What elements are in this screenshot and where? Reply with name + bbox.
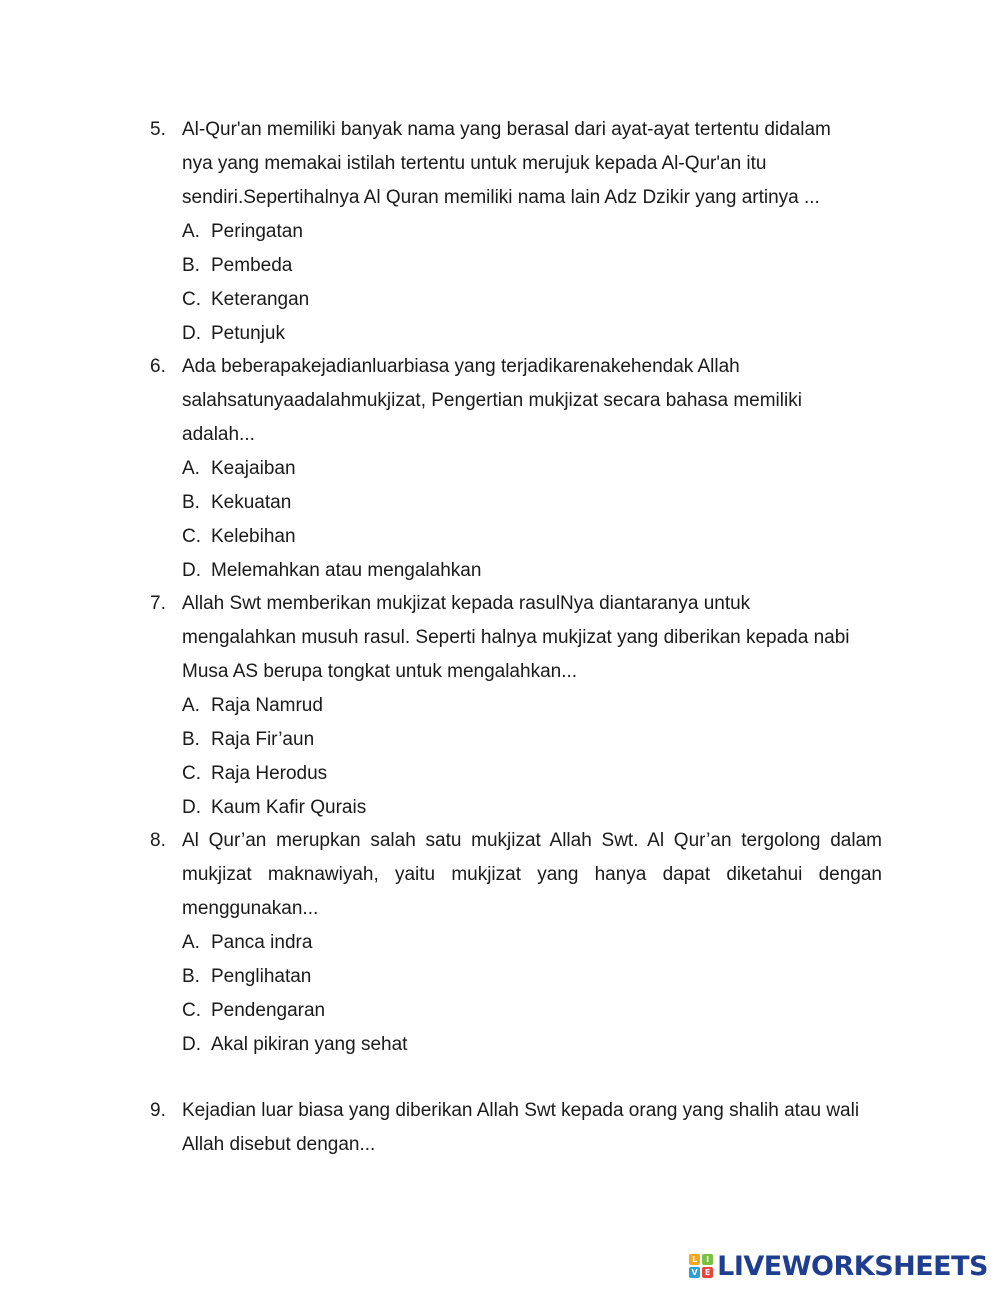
question-text xyxy=(182,113,882,215)
option-letter: D. xyxy=(182,797,201,818)
option-text: Raja Herodus xyxy=(211,763,328,784)
option-text: Pembeda xyxy=(211,255,293,276)
option-text: Raja Namrud xyxy=(211,695,323,716)
question-line: sendiri.Sepertihalnya Al Quran memiliki nama lain Adz Dzikir yang artinya ... xyxy=(182,187,820,208)
option-letter: C. xyxy=(182,1000,201,1021)
option-letter: C. xyxy=(182,763,201,784)
question-9 xyxy=(150,1094,882,1162)
question-number: 5. xyxy=(150,119,166,140)
option-text: Raja Fir’aun xyxy=(211,729,315,750)
question-text xyxy=(182,587,882,689)
option-letter: A. xyxy=(182,695,200,716)
option-letter: A. xyxy=(182,932,200,953)
option-d[interactable] xyxy=(182,791,882,825)
option-a[interactable] xyxy=(182,689,882,723)
question-line: nya yang memakai istilah tertentu untuk merujuk kepada Al-Qur'an itu xyxy=(182,153,767,174)
option-c[interactable] xyxy=(182,283,882,317)
logo-mark-tile: L xyxy=(689,1254,700,1265)
question-6 xyxy=(150,350,882,588)
option-c[interactable] xyxy=(182,757,882,791)
question-line: mengalahkan musuh rasul. Seperti halnya mukjizat yang diberikan kepada nabi xyxy=(182,627,850,648)
question-line: Al-Qur'an memiliki banyak nama yang berasal dari ayat-ayat tertentu didalam xyxy=(182,119,831,140)
option-text: Panca indra xyxy=(211,932,313,953)
question-line: salahsatunyaadalahmukjizat, Pengertian mukjizat secara bahasa memiliki xyxy=(182,390,802,411)
question-text xyxy=(182,350,882,452)
option-letter: B. xyxy=(182,255,200,276)
question-line: Allah Swt memberikan mukjizat kepada rasulNya diantaranya untuk xyxy=(182,593,751,614)
question-line: menggunakan... xyxy=(182,898,319,919)
logo-mark-tile: E xyxy=(702,1267,713,1278)
question-line: Ada beberapakejadianluarbiasa yang terjadikarenakehendak Allah xyxy=(182,356,740,377)
option-a[interactable] xyxy=(182,452,882,486)
question-number: 6. xyxy=(150,356,166,377)
option-letter: B. xyxy=(182,492,200,513)
option-b[interactable] xyxy=(182,249,882,283)
question-number: 9. xyxy=(150,1100,166,1121)
option-text: Kaum Kafir Qurais xyxy=(211,797,367,818)
logo-mark-tile: I xyxy=(702,1254,713,1265)
option-letter: B. xyxy=(182,729,200,750)
option-text: Akal pikiran yang sehat xyxy=(211,1034,408,1055)
option-text: Melemahkan atau mengalahkan xyxy=(211,560,482,581)
question-line: Kejadian luar biasa yang diberikan Allah Swt kepada orang yang shalih atau wali xyxy=(182,1100,860,1121)
option-letter: D. xyxy=(182,1034,201,1055)
question-text xyxy=(182,1094,882,1162)
liveworksheets-logo xyxy=(689,1251,988,1281)
question-text xyxy=(182,824,882,926)
option-letter: C. xyxy=(182,289,201,310)
option-text: Kekuatan xyxy=(211,492,292,513)
option-text: Pendengaran xyxy=(211,1000,326,1021)
option-d[interactable] xyxy=(182,554,882,588)
option-letter: C. xyxy=(182,526,201,547)
option-text: Keterangan xyxy=(211,289,310,310)
option-text: Keajaiban xyxy=(211,458,296,479)
question-line: mukjizat maknawiyah, yaitu mukjizat yang hanya dapat diketahui dengan xyxy=(182,864,882,885)
question-8 xyxy=(150,824,882,1062)
option-d[interactable] xyxy=(182,1028,882,1062)
option-letter: A. xyxy=(182,221,200,242)
option-text: Penglihatan xyxy=(211,966,312,987)
option-b[interactable] xyxy=(182,960,882,994)
logo-text: LIVEWORKSHEETS xyxy=(717,1250,988,1282)
option-text: Peringatan xyxy=(211,221,303,242)
option-letter: D. xyxy=(182,560,201,581)
option-b[interactable] xyxy=(182,486,882,520)
question-line: Allah disebut dengan... xyxy=(182,1134,376,1155)
option-c[interactable] xyxy=(182,994,882,1028)
option-b[interactable] xyxy=(182,723,882,757)
option-a[interactable] xyxy=(182,215,882,249)
option-text: Kelebihan xyxy=(211,526,296,547)
logo-mark-icon xyxy=(689,1254,713,1278)
question-line: Musa AS berupa tongkat untuk mengalahkan... xyxy=(182,661,578,682)
option-letter: D. xyxy=(182,323,201,344)
question-line: adalah... xyxy=(182,424,255,445)
option-letter: B. xyxy=(182,966,200,987)
option-letter: A. xyxy=(182,458,200,479)
question-number: 7. xyxy=(150,593,166,614)
option-a[interactable] xyxy=(182,926,882,960)
question-number: 8. xyxy=(150,830,166,851)
option-text: Petunjuk xyxy=(211,323,285,344)
option-c[interactable] xyxy=(182,520,882,554)
logo-mark-tile: V xyxy=(689,1267,700,1278)
question-7 xyxy=(150,587,882,825)
question-line: Al Qur’an merupkan salah satu mukjizat Allah Swt. Al Qur’an tergolong dalam xyxy=(182,830,882,851)
question-5 xyxy=(150,113,882,351)
option-d[interactable] xyxy=(182,317,882,351)
